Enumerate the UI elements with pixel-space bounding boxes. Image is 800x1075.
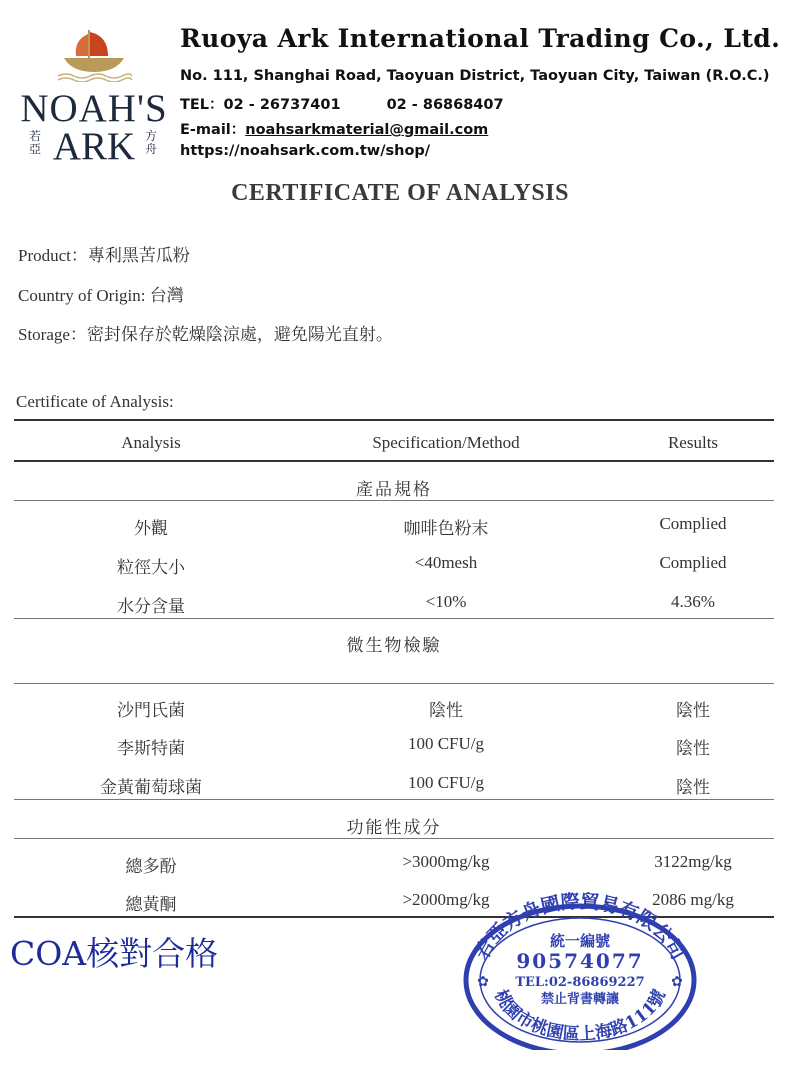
row-analysis: 粒徑大小 [117,558,185,577]
tel-number-2: 02 - 86868407 [386,97,504,113]
table-top-rule [14,419,774,421]
row-spec: >2000mg/kg [402,890,490,909]
company-address: No. 111, Shanghai Road, Taoyuan District, Taoyuan City, Taiwan (R.O.C.) [180,68,770,84]
section-rule [14,618,774,619]
logo-brand-ark: ARK [52,125,136,168]
seal-flower-icon-right: ✿ [671,974,683,990]
ship-icon [54,26,134,82]
email-label: E-mail： [180,122,246,138]
email-link[interactable]: noahsarkmaterial@gmail.com [245,122,489,138]
row-spec: <10% [425,592,467,611]
section-rule [14,683,774,684]
seal-line-1: 統一編號 [549,932,611,950]
seal-line-2: 90574077 [516,949,644,973]
row-result: Complied [659,553,727,572]
row-spec: 咖啡色粉末 [403,519,489,538]
row-result: 2086 mg/kg [652,890,734,909]
seal-line-4: 禁止背書轉讓 [540,992,620,1007]
seal-bottom-text: 桃園市桃園區上海路111號 [490,986,670,1045]
row-result: 陰性 [676,778,710,797]
header-analysis: Analysis [121,433,181,452]
section-title: 產品規格 [356,480,432,499]
origin-field: Country of Origin: 台灣 [18,286,184,305]
row-result: 陰性 [676,701,710,720]
company-logo [18,26,170,166]
row-analysis: 總黃酮 [125,895,177,914]
row-spec: 100 CFU/g [407,773,485,792]
section-rule [14,799,774,800]
row-result: 陰性 [676,739,710,758]
header-rule [14,460,774,462]
seal-outer-text: 若亞方舟國際貿易有限公司 [470,890,690,964]
company-email [180,118,488,139]
row-analysis: 總多酚 [125,857,177,876]
row-spec: <40mesh [414,553,478,572]
company-seal-stamp [455,880,705,1050]
company-phone [180,93,504,114]
row-result: 4.36% [671,592,715,611]
tel-label: TEL： [180,97,224,113]
row-result: Complied [659,514,727,533]
row-analysis: 沙門氏菌 [117,701,185,720]
section-rule [14,838,774,839]
product-field: Product：專利黑苦瓜粉 [18,246,190,265]
storage-field: Storage：密封保存於乾燥陰涼處，避免陽光直射。 [18,325,393,344]
row-spec: 陰性 [429,701,463,720]
row-spec: 100 CFU/g [407,734,485,753]
company-website[interactable]: https://noahsark.com.tw/shop/ [180,143,431,159]
seal-line-3: TEL:02-86869227 [515,975,645,990]
row-spec: >3000mg/kg [402,852,490,871]
row-result: 3122mg/kg [654,852,732,871]
row-analysis: 李斯特菌 [117,739,185,758]
handwritten-note: COA核對合格 [10,934,219,973]
logo-left-chars: 若亞 [28,129,41,156]
header-results: Results [667,433,719,452]
document-title: CERTIFICATE OF ANALYSIS [231,180,569,206]
section-title: 微生物檢驗 [346,636,442,655]
tel-number-1: 02 - 26737401 [223,97,341,113]
logo-right-chars: 方舟 [144,129,157,156]
company-name: Ruoya Ark International Trading Co., Ltd. [180,24,781,53]
coa-label: Certificate of Analysis: [16,392,174,411]
row-analysis: 金黃葡萄球菌 [100,778,202,797]
row-analysis: 水分含量 [117,597,185,616]
seal-flower-icon-left: ✿ [477,974,489,990]
logo-brand: NOAH'S [20,87,168,130]
section-rule [14,500,774,501]
section-title: 功能性成分 [346,818,442,837]
header-spec: Specification/Method [372,433,520,452]
row-analysis: 外觀 [134,519,168,538]
